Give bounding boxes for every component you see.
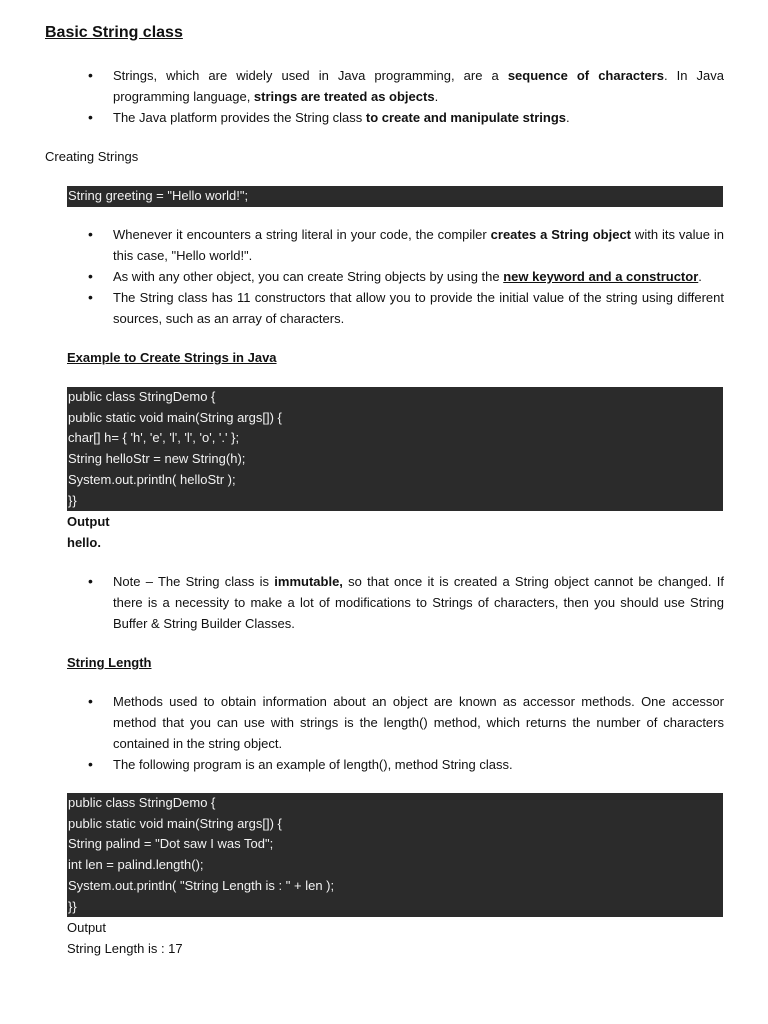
list-item bbox=[88, 754, 724, 775]
code-line: char[] h= { 'h', 'e', 'l', 'l', 'o', '.' }; bbox=[68, 430, 240, 446]
length-output-value: String Length is : 17 bbox=[67, 941, 183, 956]
text-run: . bbox=[698, 269, 702, 284]
text-run: Note – The String class is bbox=[113, 574, 275, 589]
example-code-block bbox=[67, 387, 723, 511]
code-line: String greeting = "Hello world!"; bbox=[68, 188, 249, 203]
code-line: int len = palind.length(); bbox=[68, 857, 204, 873]
code-line: public static void main(String args[]) { bbox=[68, 409, 282, 425]
code-line: String palind = "Dot saw I was Tod"; bbox=[68, 836, 274, 852]
example-output-value: hello. bbox=[67, 535, 101, 550]
list-item bbox=[88, 287, 724, 329]
list-item bbox=[88, 224, 724, 266]
bold-underlined-text: new keyword and a constructor bbox=[503, 269, 699, 284]
page-title: Basic String class bbox=[45, 24, 183, 41]
text-run: The Java platform provides the String class bbox=[113, 110, 366, 125]
list-item bbox=[88, 65, 724, 107]
list-item bbox=[88, 107, 724, 128]
string-length-heading: String Length bbox=[67, 655, 152, 670]
note-bullet-list bbox=[88, 571, 724, 634]
text-run: The String class has 11 constructors that allow you to provide the initial value of the string using different sources, such as an array of characters. bbox=[113, 290, 724, 326]
code-line: }} bbox=[68, 492, 77, 508]
text-run: so that once it is created a String object cannot be changed. If there is a necessity to make a lot of modifications to Strings of characters, then you should use String Buffer & String Builder Classes. bbox=[113, 574, 724, 631]
length-code-block bbox=[67, 793, 723, 917]
list-item bbox=[88, 266, 724, 287]
list-item bbox=[88, 691, 724, 754]
code-line: public class StringDemo { bbox=[68, 795, 216, 810]
greeting-code-block bbox=[67, 186, 723, 207]
example-output-label: Output bbox=[67, 514, 110, 529]
text-run: with its value in this case, "Hello world!". bbox=[113, 227, 724, 263]
text-run: Methods used to obtain information about an object are known as accessor methods. One accessor method that you can use with strings is the length() method, which returns the number of characters contained in the string object. bbox=[113, 694, 724, 751]
code-line: public class StringDemo { bbox=[68, 389, 216, 404]
bold-text: to create and manipulate strings bbox=[365, 110, 566, 125]
code-line: System.out.println( "String Length is : " + len ); bbox=[68, 877, 335, 893]
creating-bullet-list bbox=[88, 224, 724, 329]
length-output-label: Output bbox=[67, 920, 107, 935]
code-line: System.out.println( helloStr ); bbox=[68, 471, 236, 487]
text-run: . In Java programming language, bbox=[113, 68, 725, 104]
intro-bullet-list bbox=[88, 65, 724, 128]
list-item bbox=[88, 571, 724, 634]
length-bullet-list bbox=[88, 691, 724, 775]
code-line: }} bbox=[68, 898, 77, 914]
text-run: . bbox=[566, 110, 570, 125]
bold-text: strings are treated as objects bbox=[253, 89, 435, 104]
text-run: As with any other object, you can create String objects by using the bbox=[113, 269, 504, 284]
text-run: Strings, which are widely used in Java programming, are a bbox=[113, 68, 508, 83]
bold-text: creates a String object bbox=[490, 227, 632, 242]
text-run: The following program is an example of length(), method String class. bbox=[113, 757, 513, 772]
text-run: . bbox=[434, 89, 439, 104]
creating-strings-heading: Creating Strings bbox=[45, 149, 139, 164]
example-heading: Example to Create Strings in Java bbox=[67, 350, 277, 365]
bold-text: sequence of characters bbox=[507, 68, 664, 83]
text-run: Whenever it encounters a string literal in your code, the compiler bbox=[113, 227, 491, 242]
code-line: public static void main(String args[]) { bbox=[68, 815, 282, 831]
bold-text: immutable, bbox=[274, 574, 343, 589]
code-line: String helloStr = new String(h); bbox=[68, 451, 246, 467]
